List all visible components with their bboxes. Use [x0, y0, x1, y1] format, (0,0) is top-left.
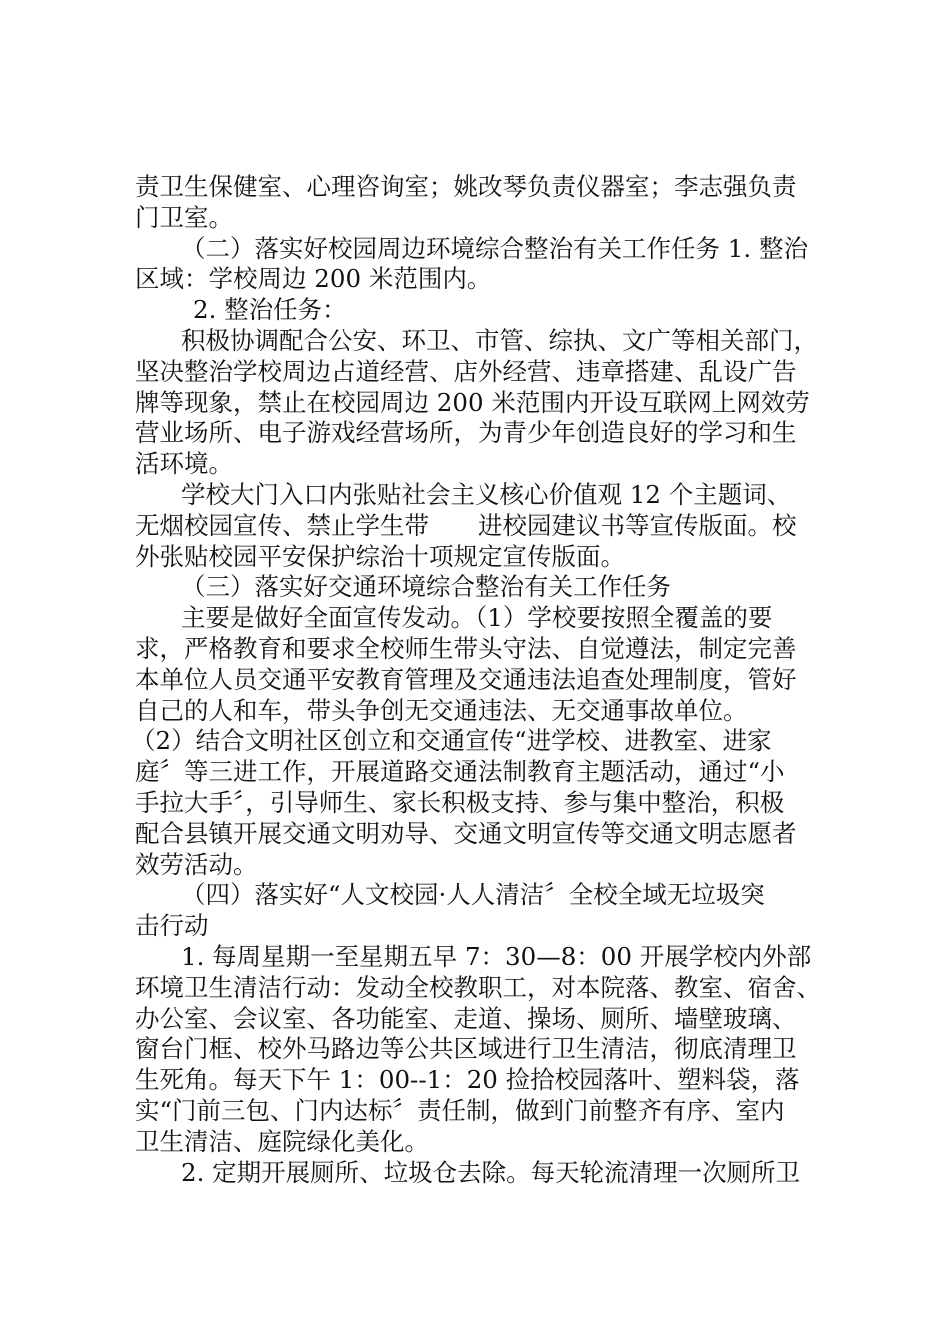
- text-line: 2. 定期开展厕所、垃圾仓去除。每天轮流清理一次厕所卫: [181, 1157, 801, 1187]
- text-line: 牌等现象，禁止在校园周边 200 米范围内开设互联网上网效劳: [135, 387, 810, 417]
- text-line: 学校大门入口内张贴社会主义核心价值观 12 个主题词、: [181, 479, 792, 509]
- text-line: 环境卫生清洁行动：发动全校教职工，对本院落、教室、宿舍、: [135, 972, 821, 1002]
- text-line: 外张贴校园平安保护综治十项规定宣传版面。: [135, 541, 625, 571]
- text-line: 积极协调配合公安、环卫、市管、综执、文广等相关部门，: [181, 325, 818, 355]
- text-line: 门卫室。: [135, 202, 233, 232]
- text-line: 庭〞等三进工作，开展道路交通法制教育主题活动，通过“小: [135, 757, 785, 787]
- text-line: 手拉大手〞，引导师生、家长积极支持、参与集中整治，积极: [135, 787, 785, 817]
- text-line: 本单位人员交通平安教育管理及交通违法追查处理制度，管好: [135, 664, 797, 694]
- section-heading-4: （四）落实好“人文校园·人人清洁〞全校全域无垃圾突: [181, 880, 765, 910]
- section-heading-3: （三）落实好交通环境综合整治有关工作任务: [181, 572, 671, 602]
- text-line: 活环境。: [135, 449, 233, 479]
- text-line: 卫生清洁、庭院绿化美化。: [135, 1126, 429, 1156]
- text-line: 营业场所、电子游戏经营场所，为青少年创造良好的学习和生: [135, 418, 797, 448]
- text-line: 击行动: [135, 911, 209, 941]
- text-line: 责卫生保健室、心理咨询室；姚改琴负责仪器室；李志强负责: [135, 172, 797, 201]
- text-line: 主要是做好全面宣传发动。（1）学校要按照全覆盖的要: [181, 603, 773, 633]
- text-line: 生死角。每天下午 1：00--1：20 捡拾校园落叶、塑料袋，落: [135, 1065, 800, 1095]
- text-line: 区域：学校周边 200 米范围内。: [135, 264, 492, 294]
- text-line: 实“门前三包、门内达标〞责任制，做到门前整齐有序、室内: [135, 1095, 785, 1125]
- subheading: 2. 整治任务：: [193, 295, 347, 325]
- text-line: 求，严格教育和要求全校师生带头守法、自觉遵法，制定完善: [135, 633, 797, 663]
- document-body: [131, 172, 835, 1188]
- section-heading-2: （二）落实好校园周边环境综合整治有关工作任务 1. 整治: [181, 233, 808, 263]
- text-line: 效劳活动。: [135, 849, 258, 879]
- text-line: 配合县镇开展交通文明劝导、交通文明宣传等交通文明志愿者: [135, 818, 797, 848]
- text-line: 窗台门框、校外马路边等公共区域进行卫生清洁，彻底清理卫: [135, 1034, 797, 1064]
- text-line: 坚决整治学校周边占道经营、店外经营、违章搭建、乱设广告: [135, 356, 797, 386]
- text-line: 办公室、会议室、各功能室、走道、操场、厕所、墙壁玻璃、: [135, 1003, 797, 1033]
- text-line: （2）结合文明社区创立和交通宣传“进学校、进教室、进家: [131, 726, 772, 756]
- text-line: 自己的人和车，带头争创无交通违法、无交通事故单位。: [135, 695, 748, 725]
- text-line: 无烟校园宣传、禁止学生带 进校园建议书等宣传版面。校: [135, 510, 797, 540]
- text-line: 1. 每周星期一至星期五早 7：30—8：00 开展学校内外部: [181, 941, 812, 971]
